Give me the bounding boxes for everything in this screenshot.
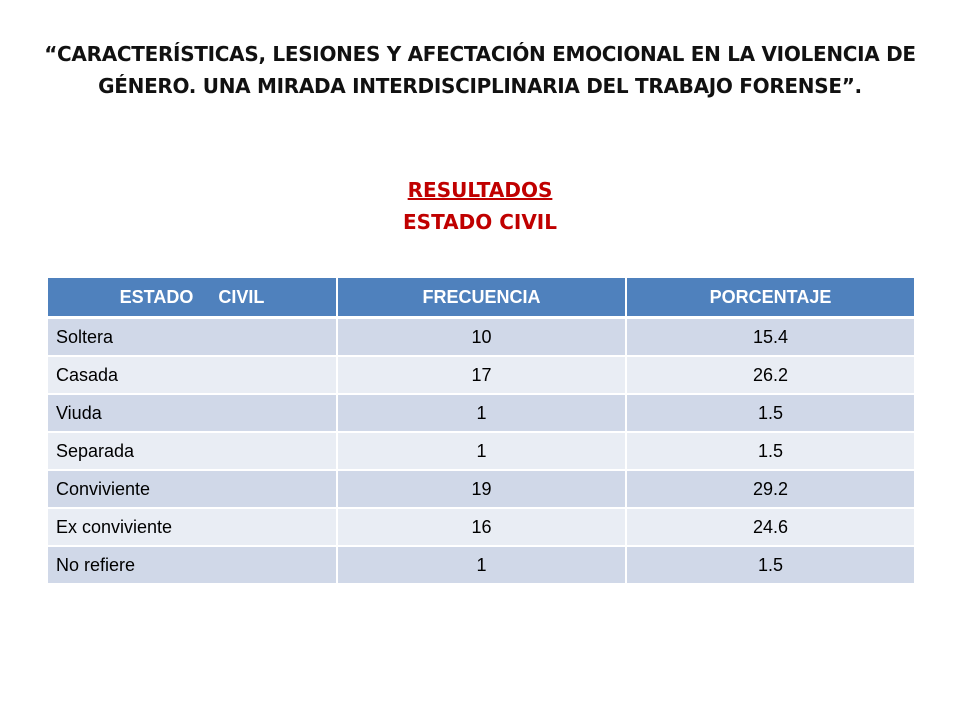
table-row [48,470,914,508]
topic-heading: ESTADO CIVIL [403,210,557,234]
cell-frecuencia: 17 [337,356,626,394]
cell-porcentaje: 1.5 [626,432,914,470]
header-porcentaje: PORCENTAJE [626,278,914,318]
cell-porcentaje: 24.6 [626,508,914,546]
table-header-row [48,278,914,318]
section-heading [0,174,960,238]
table-row [48,318,914,357]
cell-porcentaje: 26.2 [626,356,914,394]
cell-frecuencia: 10 [337,318,626,357]
cell-porcentaje: 1.5 [626,546,914,584]
cell-estado: Separada [48,432,337,470]
header-estado-civil: ESTADO CIVIL [48,278,337,318]
cell-porcentaje: 1.5 [626,394,914,432]
cell-porcentaje: 15.4 [626,318,914,357]
results-heading: RESULTADOS [407,178,553,202]
cell-estado: Viuda [48,394,337,432]
table-row [48,394,914,432]
cell-frecuencia: 1 [337,394,626,432]
table-row [48,356,914,394]
cell-estado: No refiere [48,546,337,584]
estado-civil-table [48,278,914,585]
cell-frecuencia: 1 [337,546,626,584]
cell-estado: Soltera [48,318,337,357]
table-row [48,546,914,584]
table-row [48,508,914,546]
cell-frecuencia: 16 [337,508,626,546]
cell-estado: Casada [48,356,337,394]
slide-title: “CARACTERÍSTICAS, LESIONES Y AFECTACIÓN EMOCIONAL EN LA VIOLENCIA DE GÉNERO. UNA MIRADA INTERDISCIPLINARIA DEL TRABAJO FORENSE”. [44,42,916,98]
header-frecuencia: FRECUENCIA [337,278,626,318]
cell-porcentaje: 29.2 [626,470,914,508]
cell-frecuencia: 1 [337,432,626,470]
cell-estado: Ex conviviente [48,508,337,546]
cell-frecuencia: 19 [337,470,626,508]
table-row [48,432,914,470]
cell-estado: Conviviente [48,470,337,508]
